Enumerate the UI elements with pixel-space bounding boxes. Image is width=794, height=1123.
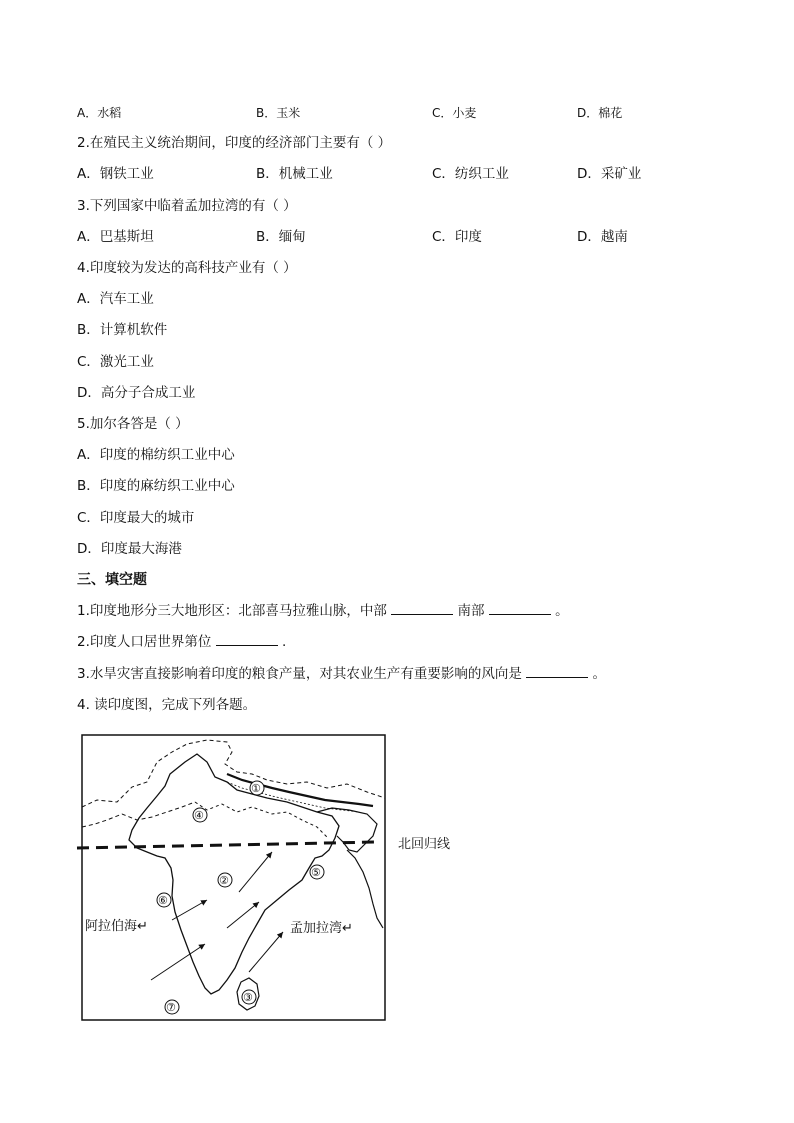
q4-option-c: C．激光工业 xyxy=(77,354,154,370)
fill-question-1 xyxy=(77,602,569,620)
q4-option-b: B．计算机软件 xyxy=(77,322,168,338)
border-dashed-north xyxy=(82,740,385,807)
marker-5-label: ⑤ xyxy=(311,866,321,879)
border-dashed-west xyxy=(82,802,195,827)
fill-2-text-a: 2.印度人口居世界第位 xyxy=(77,634,212,650)
marker-5 xyxy=(310,865,324,879)
section-heading: 三、填空题 xyxy=(77,572,147,588)
q5-stem: 5.加尔各答是（ ） xyxy=(77,416,189,432)
q3-option-d: D．越南 xyxy=(577,229,628,245)
fill-2-blank[interactable] xyxy=(216,633,278,646)
marker-6-label: ⑥ xyxy=(158,894,168,907)
fill-1-blank-2[interactable] xyxy=(489,602,551,615)
q2-option-a: A．钢铁工业 xyxy=(77,166,154,182)
q3-option-a: A．巴基斯坦 xyxy=(77,229,154,245)
marker-2 xyxy=(218,873,232,887)
q4-option-a: A．汽车工业 xyxy=(77,291,154,307)
arabian-sea-label: 阿拉伯海↵ xyxy=(85,919,148,934)
q5-option-d: D．印度最大海港 xyxy=(77,541,182,557)
fill-1-text-a: 1.印度地形分三大地形区：北部喜马拉雅山脉，中部 xyxy=(77,603,387,619)
marker-3 xyxy=(242,990,256,1004)
wind-arrow-4 xyxy=(151,944,205,980)
myanmar-coast xyxy=(347,850,383,928)
q2-option-d: D．采矿业 xyxy=(577,166,642,182)
tropic-label: 北回归线 xyxy=(398,837,451,852)
fill-1-blank-1[interactable] xyxy=(391,602,453,615)
fill-2-text-b: . xyxy=(281,634,287,650)
fill-3-blank[interactable] xyxy=(526,665,588,678)
q1-option-c: C．小麦 xyxy=(432,106,477,120)
q2-option-b: B．机械工业 xyxy=(256,166,333,182)
fill-question-4: 4. 读印度图，完成下列各题。 xyxy=(77,697,257,713)
q3-option-b: B．缅甸 xyxy=(256,229,306,245)
fill-1-text-b: 南部 xyxy=(457,603,485,619)
india-map-figure xyxy=(77,732,477,1024)
wind-arrow-3 xyxy=(227,902,259,928)
q2-option-c: C．纺织工业 xyxy=(432,166,509,182)
q1-option-a: A．水稻 xyxy=(77,106,122,120)
india-outline xyxy=(129,754,339,994)
marker-4 xyxy=(193,808,207,822)
wind-arrow-1 xyxy=(239,852,272,892)
q1-option-d: D．棉花 xyxy=(577,106,623,120)
himalaya-band xyxy=(227,774,373,806)
marker-7 xyxy=(165,1000,179,1014)
wind-arrow-2 xyxy=(172,900,207,920)
border-dashed-inner xyxy=(195,802,327,837)
fill-question-2 xyxy=(77,633,286,651)
q1-option-b: B．玉米 xyxy=(256,106,301,120)
q5-option-c: C．印度最大的城市 xyxy=(77,510,195,526)
fill-3-text-a: 3.水旱灾害直接影响着印度的粮食产量，对其农业生产有重要影响的风向是 xyxy=(77,666,522,682)
marker-4-label: ④ xyxy=(194,809,204,822)
fill-question-3 xyxy=(77,665,606,683)
marker-7-label: ⑦ xyxy=(166,1001,176,1014)
marker-1 xyxy=(250,781,264,795)
q2-stem: 2.在殖民主义统治期间，印度的经济部门主要有（ ） xyxy=(77,135,392,151)
q5-option-b: B．印度的麻纺织工业中心 xyxy=(77,478,235,494)
himalaya-band-lower xyxy=(227,782,359,812)
q5-option-a: A．印度的棉纺织工业中心 xyxy=(77,447,235,463)
marker-2-label: ② xyxy=(219,874,229,887)
q4-option-d: D．高分子合成工业 xyxy=(77,385,196,401)
marker-6 xyxy=(157,893,171,907)
bay-of-bengal-label: 孟加拉湾↵ xyxy=(290,921,353,936)
fill-3-text-b: 。 xyxy=(592,666,606,682)
fill-1-text-c: 。 xyxy=(555,603,569,619)
marker-3-label: ③ xyxy=(243,991,253,1004)
q3-option-c: C．印度 xyxy=(432,229,482,245)
q3-stem: 3.下列国家中临着孟加拉湾的有（ ） xyxy=(77,198,297,214)
q4-stem: 4.印度较为发达的高科技产业有（ ） xyxy=(77,260,297,276)
wind-arrow-5 xyxy=(249,932,283,972)
marker-1-label: ① xyxy=(251,782,261,795)
